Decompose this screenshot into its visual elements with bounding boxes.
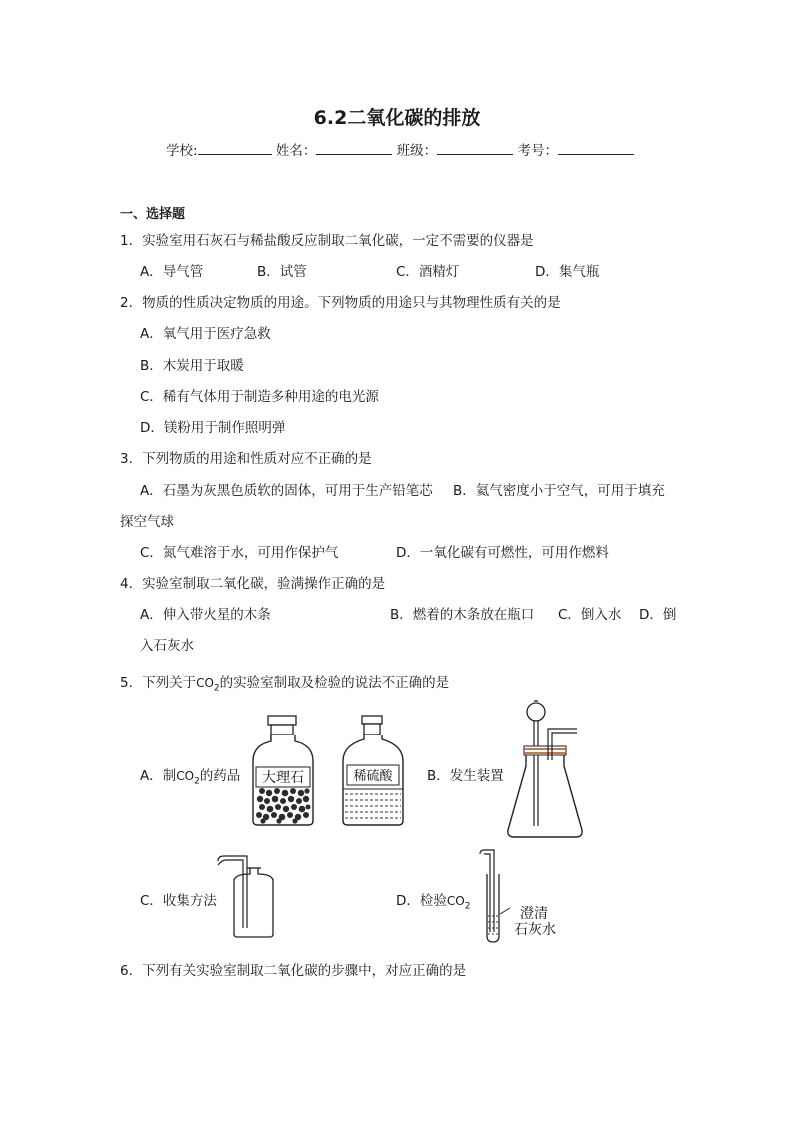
question-2-stem: 2．物质的性质决定物质的用途。下列物质的用途只与其物理性质有关的是	[120, 295, 561, 311]
number-blank[interactable]	[558, 140, 634, 155]
q3-option-b[interactable]: B．氦气密度小于空气，可用于填充	[453, 483, 665, 499]
q4-option-a[interactable]: A．伸入带火星的木条	[140, 607, 271, 623]
q5-option-c[interactable]: C．收集方法	[140, 893, 217, 909]
section-heading: 一、选择题	[120, 207, 186, 222]
q4-option-c[interactable]: C．倒入水	[558, 607, 622, 623]
page-title: 6.2二氧化碳的排放	[313, 107, 481, 129]
q1-option-c[interactable]: C．酒精灯	[396, 264, 460, 280]
question-6-stem: 6．下列有关实验室制取二氧化碳的步骤中，对应正确的是	[120, 963, 467, 979]
q3-option-c[interactable]: C．氮气难溶于水，可用作保护气	[140, 545, 339, 561]
q5-option-a[interactable]: A．制$CO_2$的药品	[140, 768, 241, 787]
q3-option-d[interactable]: D．一氧化碳有可燃性，可用作燃料	[396, 545, 609, 561]
q4-option-d-continued: 入石灰水	[140, 638, 194, 654]
student-info-line	[166, 139, 634, 159]
limewater-label-line-2: 石灰水	[514, 922, 556, 938]
q5-option-d[interactable]: D．检验$CO_2$	[396, 893, 471, 912]
q2-option-a[interactable]: A．氧气用于医疗急救	[140, 326, 271, 342]
school-blank[interactable]	[198, 140, 272, 155]
question-4-stem: 4．实验室制取二氧化碳，验满操作正确的是	[120, 576, 386, 592]
q4-option-d[interactable]: D．倒	[639, 607, 677, 623]
limewater-test-tube-figure	[478, 848, 573, 944]
q2-option-b[interactable]: B．木炭用于取暖	[140, 358, 244, 374]
school-label: 学校:	[166, 143, 198, 159]
gas-collection-bottle-figure	[216, 852, 281, 938]
name-blank[interactable]	[316, 140, 392, 155]
q4-option-b[interactable]: B．燃着的木条放在瓶口	[390, 607, 535, 623]
marble-bottle-figure	[250, 715, 316, 827]
q2-option-c[interactable]: C．稀有气体用于制造多种用途的电光源	[140, 389, 379, 405]
question-5-stem: 5．下列关于$CO_2$的实验室制取及检验的说法不正确的是	[120, 675, 450, 694]
bottle-label-sulfuric-acid: 稀硫酸	[353, 769, 393, 784]
q2-option-d[interactable]: D．镁粉用于制作照明弹	[140, 420, 286, 436]
question-1-stem: 1．实验室用石灰石与稀盐酸反应制取二氧化碳，一定不需要的仪器是	[120, 233, 534, 249]
name-label: 姓名：	[275, 143, 317, 159]
co2-generator-apparatus-figure	[505, 700, 600, 840]
q1-option-b[interactable]: B．试管	[257, 264, 307, 280]
sulfuric-acid-bottle-figure	[340, 715, 406, 827]
limewater-label-line-1: 澄清	[520, 906, 548, 922]
class-label: 班级：	[396, 143, 438, 159]
number-label: 考号：	[517, 143, 558, 159]
q5-option-b[interactable]: B．发生装置	[427, 768, 504, 784]
q1-option-a[interactable]: A．导气管	[140, 264, 204, 280]
q1-option-d[interactable]: D．集气瓶	[535, 264, 600, 280]
class-blank[interactable]	[437, 140, 513, 155]
bottle-label-marble: 大理石	[262, 770, 304, 786]
question-3-stem: 3．下列物质的用途和性质对应不正确的是	[120, 451, 372, 467]
q3-option-b-continued: 探空气球	[120, 514, 174, 530]
q3-option-a[interactable]: A．石墨为灰黑色质软的固体，可用于生产铅笔芯	[140, 483, 433, 499]
